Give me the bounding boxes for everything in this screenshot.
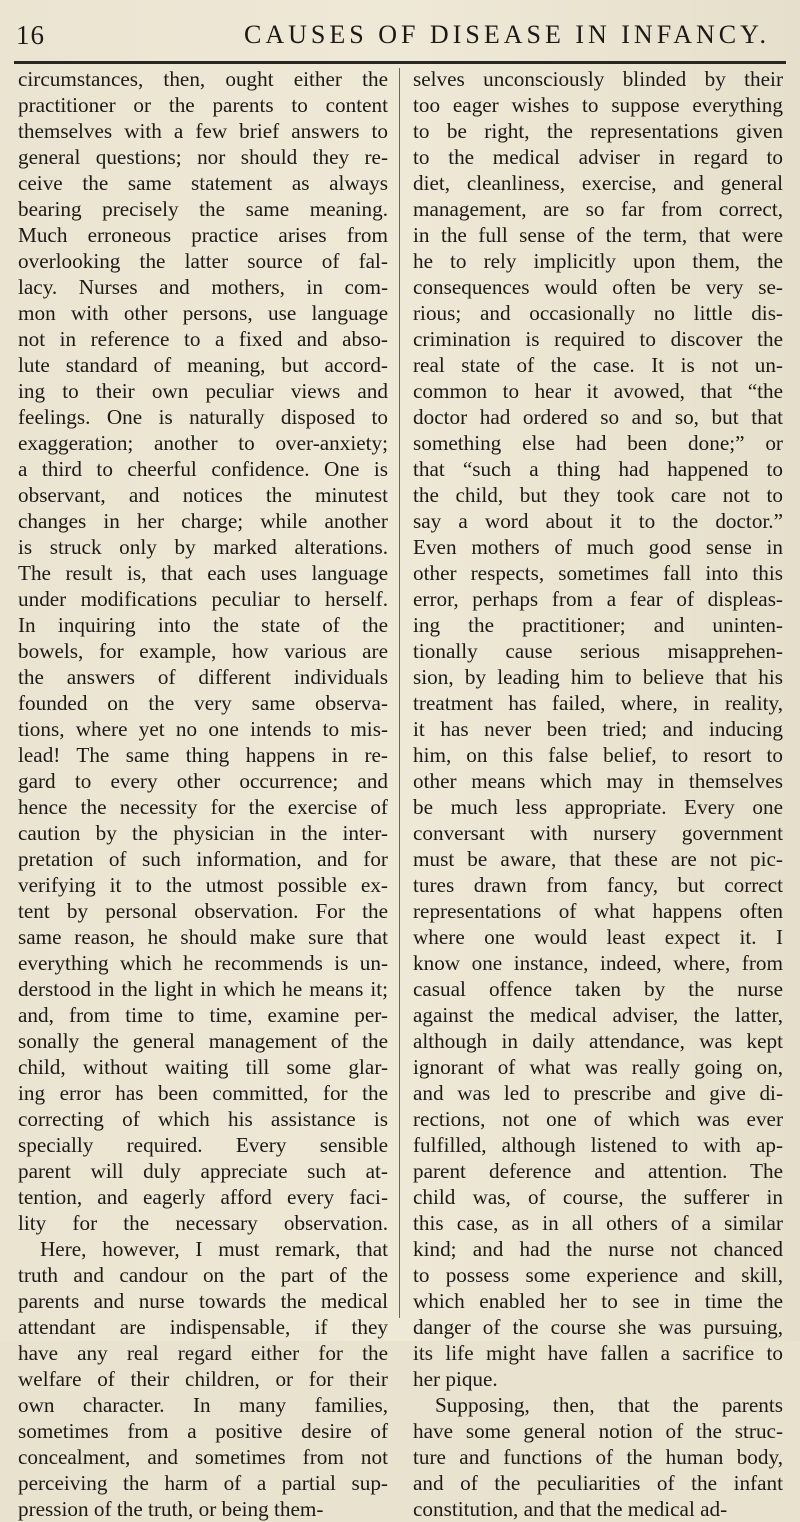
- text-line: correcting of which his assistance is: [18, 1107, 388, 1131]
- text-line: where one would least expect it. I: [413, 925, 783, 949]
- text-line: Supposing, then, that the parents: [435, 1393, 783, 1417]
- text-line: derstood in the light in which he means it;: [18, 977, 388, 1001]
- text-line: consequences would often be very se-: [413, 275, 783, 299]
- text-line: ing to their own peculiar views and: [18, 379, 388, 403]
- text-line: know one instance, indeed, where, from: [413, 951, 783, 975]
- text-line: own character. In many families,: [18, 1393, 388, 1417]
- text-line: real state of the case. It is not un-: [413, 353, 783, 377]
- text-line: crimination is required to discover the: [413, 327, 783, 351]
- text-line: ture and functions of the human body,: [413, 1445, 783, 1469]
- text-line: to be right, the representations given: [413, 119, 783, 143]
- text-line: child was, of course, the sufferer in: [413, 1185, 783, 1209]
- text-line: everything which he recommends is un-: [18, 951, 388, 975]
- text-line: practitioner or the parents to content: [18, 93, 388, 117]
- text-line: pression of the truth, or being them-: [18, 1497, 324, 1521]
- text-line: representations of what happens often: [413, 899, 783, 923]
- text-line: he to rely implicitly upon them, the: [413, 249, 783, 273]
- text-line: lity for the necessary observation.: [18, 1211, 388, 1235]
- text-line: its life might have fallen a sacrifice to: [413, 1341, 783, 1365]
- running-head: CAUSES OF DISEASE IN INFANCY.: [244, 20, 771, 49]
- text-line: in the full sense of the term, that were: [413, 223, 783, 247]
- text-line: casual offence taken by the nurse: [413, 977, 783, 1001]
- text-line: circumstances, then, ought either the: [18, 67, 388, 91]
- text-line: tention, and eagerly afford every faci-: [18, 1185, 388, 1209]
- text-line: sonally the general management of the: [18, 1029, 388, 1053]
- text-line: concealment, and sometimes from not: [18, 1445, 388, 1469]
- text-line: this case, as in all others of a similar: [413, 1211, 783, 1235]
- text-line: something else had been done;” or: [413, 431, 783, 455]
- text-line: ceive the same statement as always: [18, 171, 388, 195]
- text-line: fulfilled, although listened to with ap-: [413, 1133, 783, 1157]
- text-line: ignorant of what was really going on,: [413, 1055, 783, 1079]
- header-rule: [14, 61, 786, 64]
- text-line: to the medical adviser in regard to: [413, 145, 783, 169]
- text-line: to possess some experience and skill,: [413, 1263, 783, 1287]
- text-line: her pique.: [413, 1367, 498, 1391]
- text-line: constitution, and that the medical ad-: [413, 1497, 728, 1521]
- text-line: be much less appropriate. Every one: [413, 795, 783, 819]
- text-line: against the medical adviser, the latter,: [413, 1003, 783, 1027]
- text-line: management, are so far from correct,: [413, 197, 783, 221]
- text-line: common to hear it avowed, that “the: [413, 379, 783, 403]
- text-line: founded on the very same observa-: [18, 691, 388, 715]
- text-line: specially required. Every sensible: [18, 1133, 388, 1157]
- text-line: lute standard of meaning, but accord-: [18, 353, 388, 377]
- text-line: exaggeration; another to over-anxiety;: [18, 431, 388, 455]
- text-line: a third to cheerful confidence. One is: [18, 457, 388, 481]
- text-line: feelings. One is naturally disposed to: [18, 405, 388, 429]
- text-line: and, from time to time, examine per-: [18, 1003, 388, 1027]
- text-line: pretation of such information, and for: [18, 847, 388, 871]
- text-line: not in reference to a fixed and abso-: [18, 327, 388, 351]
- text-line: Much erroneous practice arises from: [18, 223, 388, 247]
- text-line: selves unconsciously blinded by their: [413, 67, 783, 91]
- text-line: child, without waiting till some glar-: [18, 1055, 388, 1079]
- text-line: welfare of their children, or for their: [18, 1367, 388, 1391]
- text-line: the answers of different individuals: [18, 665, 388, 689]
- text-line: parent deference and attention. The: [413, 1159, 783, 1183]
- text-line: rections, not one of which was ever: [413, 1107, 783, 1131]
- text-line: sometimes from a positive desire of: [18, 1419, 388, 1443]
- text-line: rious; and occasionally no little dis-: [413, 301, 783, 325]
- text-line: perceiving the harm of a partial sup-: [18, 1471, 388, 1495]
- text-line: caution by the physician in the inter-: [18, 821, 388, 845]
- text-line: verifying it to the utmost possible ex-: [18, 873, 388, 897]
- text-line: hence the necessity for the exercise of: [18, 795, 388, 819]
- text-line: observant, and notices the minutest: [18, 483, 388, 507]
- text-line: error, perhaps from a fear of displeas-: [413, 587, 783, 611]
- text-line: have some general notion of the struc-: [413, 1419, 783, 1443]
- text-line: ing error has been committed, for the: [18, 1081, 388, 1105]
- text-line: treatment has failed, where, in reality,: [413, 691, 783, 715]
- left-column: [18, 66, 388, 1522]
- text-line: kind; and had the nurse not chanced: [413, 1237, 783, 1261]
- text-line: bearing precisely the same meaning.: [18, 197, 388, 221]
- text-line: parent will duly appreciate such at-: [18, 1159, 388, 1183]
- text-line: tions, where yet no one intends to mis-: [18, 717, 388, 741]
- text-line: say a word about it to the doctor.”: [413, 509, 783, 533]
- text-line: the child, but they took care not to: [413, 483, 783, 507]
- text-line: same reason, he should make sure that: [18, 925, 388, 949]
- page-number: 16: [16, 20, 45, 50]
- text-line: overlooking the latter source of fal-: [18, 249, 388, 273]
- text-line: changes in her charge; while another: [18, 509, 388, 533]
- text-line: mon with other persons, use language: [18, 301, 388, 325]
- text-line: themselves with a few brief answers to: [18, 119, 388, 143]
- page-header: [16, 14, 786, 54]
- text-line: other means which may in themselves: [413, 769, 783, 793]
- text-line: The result is, that each uses language: [18, 561, 388, 585]
- text-line: danger of the course she was pursuing,: [413, 1315, 783, 1339]
- text-line: although in daily attendance, was kept: [413, 1029, 783, 1053]
- text-line: truth and candour on the part of the: [18, 1263, 388, 1287]
- text-line: and was led to prescribe and give di-: [413, 1081, 783, 1105]
- text-line: gard to every other occurrence; and: [18, 769, 388, 793]
- text-line: general questions; nor should they re-: [18, 145, 388, 169]
- right-column: [413, 66, 783, 1522]
- text-line: conversant with nursery government: [413, 821, 783, 845]
- text-line: tures drawn from fancy, but correct: [413, 873, 783, 897]
- text-line: tent by personal observation. For the: [18, 899, 388, 923]
- text-line: is struck only by marked alterations.: [18, 535, 388, 559]
- text-line: and of the peculiarities of the infant: [413, 1471, 783, 1495]
- text-line: parents and nurse towards the medical: [18, 1289, 388, 1313]
- column-divider: [399, 68, 400, 1318]
- text-line: lead! The same thing happens in re-: [18, 743, 388, 767]
- text-line: In inquiring into the state of the: [18, 613, 388, 637]
- text-line: that “such a thing had happened to: [413, 457, 783, 481]
- text-line: which enabled her to see in time the: [413, 1289, 783, 1313]
- text-line: must be aware, that these are not pic-: [413, 847, 783, 871]
- text-line: doctor had ordered so and so, but that: [413, 405, 783, 429]
- text-line: lacy. Nurses and mothers, in com-: [18, 275, 388, 299]
- text-line: Here, however, I must remark, that: [40, 1237, 388, 1261]
- text-line: bowels, for example, how various are: [18, 639, 388, 663]
- text-line: other respects, sometimes fall into this: [413, 561, 783, 585]
- text-line: him, on this false belief, to resort to: [413, 743, 783, 767]
- text-line: diet, cleanliness, exercise, and general: [413, 171, 783, 195]
- text-line: too eager wishes to suppose everything: [413, 93, 783, 117]
- text-line: Even mothers of much good sense in: [413, 535, 783, 559]
- text-line: under modifications peculiar to herself.: [18, 587, 388, 611]
- text-line: have any real regard either for the: [18, 1341, 388, 1365]
- text-line: attendant are indispensable, if they: [18, 1315, 388, 1339]
- text-line: ing the practitioner; and uninten-: [413, 613, 783, 637]
- text-line: it has never been tried; and inducing: [413, 717, 783, 741]
- text-line: tionally cause serious misapprehen-: [413, 639, 783, 663]
- text-line: sion, by leading him to believe that his: [413, 665, 783, 689]
